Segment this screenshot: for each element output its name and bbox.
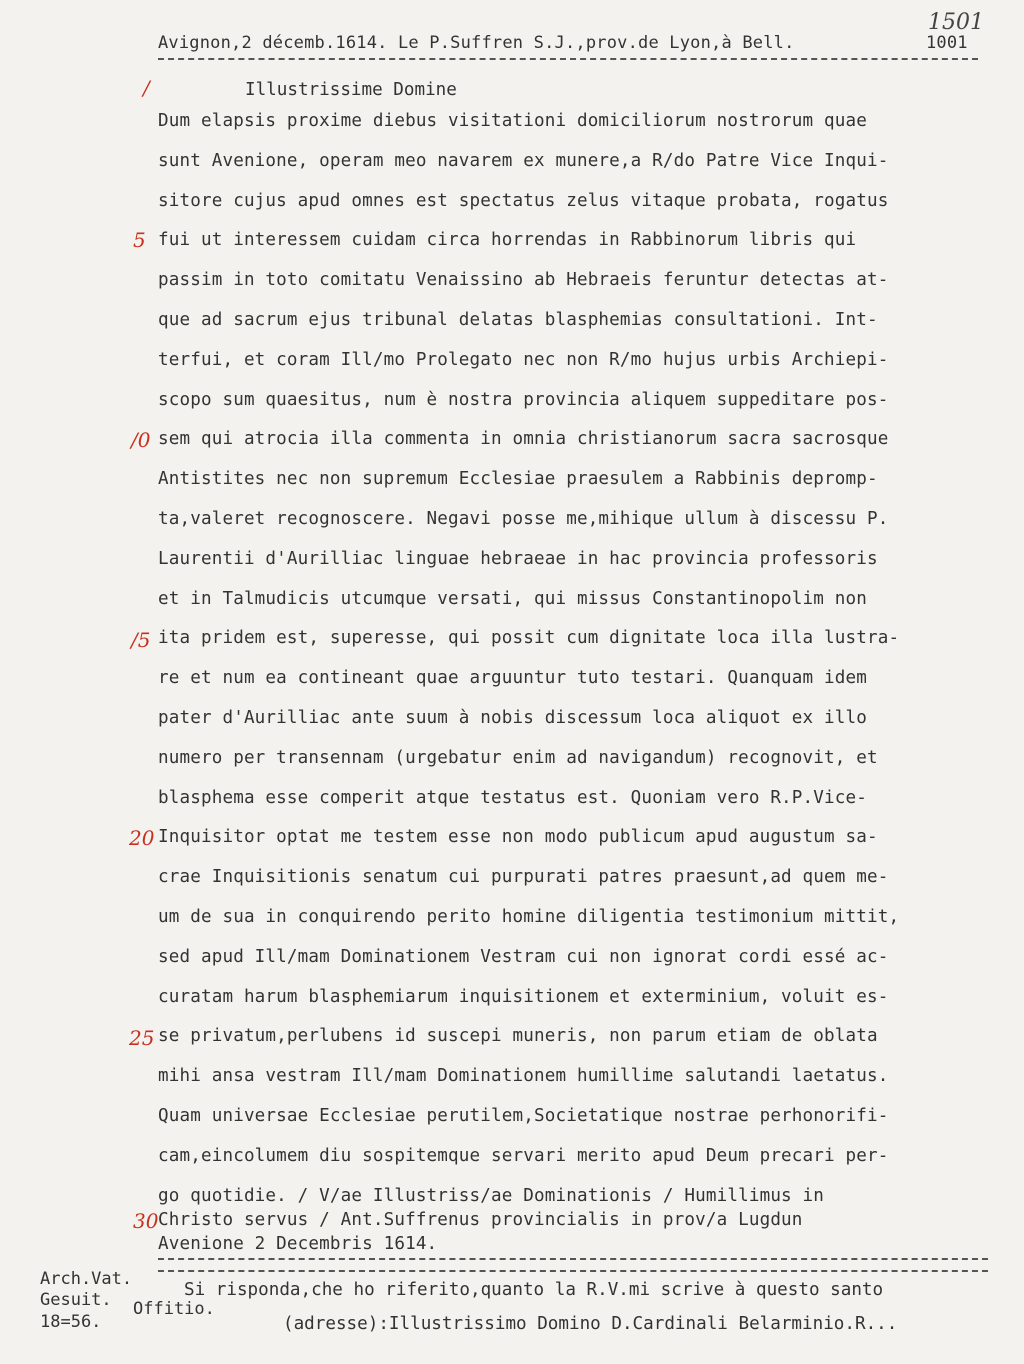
reply-note: Si risponda,che ho riferito,quanto la R.V.mi scrive à questo santo: [184, 1280, 884, 1300]
body-line: Dum elapsis proxime diebus visitationi domiciliorum nostrorum quae: [158, 111, 867, 131]
body-line: pater d'Aurilliac ante suum à nobis discessum loca aliquot ex illo: [158, 708, 867, 728]
archive-ref-line-3: 18=56.: [40, 1312, 102, 1332]
body-line: Quam universae Ecclesiae perutilem,Societatique nostrae perhonorifi-: [158, 1106, 889, 1126]
margin-number-15: /5: [131, 628, 151, 652]
header-underline: [158, 58, 978, 60]
document-header: Avignon,2 décemb.1614. Le P.Suffren S.J.,prov.de Lyon,à Bell.: [158, 33, 795, 53]
archive-ref-line-1: Arch.Vat.: [40, 1269, 133, 1289]
body-line: cam,eincolumem diu sospitemque servari merito apud Deum precari per-: [158, 1145, 889, 1166]
body-line: curatam harum blasphemiarum inquisitionem et exterminium, voluit es-: [158, 986, 889, 1007]
body-line: sem qui atrocia illa commenta in omnia christianorum sacra sacrosque: [158, 429, 889, 450]
body-line: Inquisitor optat me testem esse non modo publicum apud augustum sa-: [158, 827, 878, 848]
margin-number-30: 30: [133, 1209, 159, 1233]
officio-note: Offitio.: [133, 1299, 215, 1319]
salutation: Illustrissime Domine: [245, 80, 457, 100]
body-line: re et num ea contineant quae arguuntur tuto testari. Quanquam idem: [158, 668, 867, 689]
margin-number-20: 20: [129, 826, 155, 850]
body-line: que ad sacrum ejus tribunal delatas blasphemias consultationi. Int-: [158, 310, 878, 330]
body-line: blasphema esse comperit atque testatus est. Quoniam vero R.P.Vice-: [158, 787, 867, 808]
body-line: sunt Avenione, operam meo navarem ex munere,a R/do Patre Vice Inqui-: [158, 150, 889, 171]
body-line: Avenione 2 Decembris 1614.: [158, 1234, 438, 1254]
body-line: terfui, et coram Ill/mo Prolegato nec non R/mo hujus urbis Archiepi-: [158, 349, 889, 370]
address-line: (adresse):Illustrissimo Domino D.Cardinali Belarminio.R...: [283, 1314, 898, 1334]
body-line: Antistites nec non supremum Ecclesiae praesulem a Rabbinis depromp-: [158, 469, 878, 490]
body-line: sitore cujus apud omnes est spectatus zelus vitaque probata, rogatus: [158, 190, 889, 211]
body-line: passim in toto comitatu Venaissino ab Hebraeis feruntur detectas at-: [158, 270, 889, 291]
body-line: et in Talmudicis utcumque versati, qui missus Constantinopolim non: [158, 588, 867, 609]
body-line: Laurentii d'Aurilliac linguae hebraeae in hac provincia professoris: [158, 548, 878, 569]
body-line: numero per transennam (urgebatur enim ad navigandum) recognovit, et: [158, 747, 878, 768]
body-line: se privatum,perlubens id suscepi muneris, non parum etiam de oblata: [158, 1026, 878, 1047]
body-line: ta,valeret recognoscere. Negavi posse me,mihique ullum à discessu P.: [158, 509, 889, 529]
archive-ref-line-2: Gesuit.: [40, 1290, 112, 1310]
body-line: crae Inquisitionis senatum cui purpurati patres praesunt,ad quem me-: [158, 867, 889, 888]
pencil-page-number: 1501: [928, 10, 984, 35]
body-line: fui ut interessem cuidam circa horrendas in Rabbinorum libris qui: [158, 230, 857, 251]
body-line: um de sua in conquirendo perito homine diligentia testimonium mittit,: [158, 907, 900, 927]
margin-number-25: 25: [129, 1026, 155, 1050]
margin-number-10: /0: [131, 428, 151, 452]
margin-number-5: 5: [133, 228, 146, 252]
body-line: go quotidie. / V/ae Illustriss/ae Dominationis / Humillimus in: [158, 1186, 825, 1206]
margin-number-1: /: [143, 76, 150, 100]
page-number: 1001: [926, 33, 968, 53]
body-line: ita pridem est, superesse, qui possit cum dignitate loca illa lustra-: [158, 628, 900, 649]
body-line: mihi ansa vestram Ill/mam Dominationem humillime salutandi laetatus.: [158, 1066, 889, 1087]
body-line: Christo servus / Ant.Suffrenus provincialis in prov/a Lugdun: [158, 1210, 803, 1230]
body-line: scopo sum quaesitus, num è nostra provincia aliquem suppeditare pos-: [158, 389, 889, 410]
separator-rule: [158, 1258, 988, 1272]
body-line: sed apud Ill/mam Dominationem Vestram cui non ignorat cordi essé ac-: [158, 946, 889, 967]
